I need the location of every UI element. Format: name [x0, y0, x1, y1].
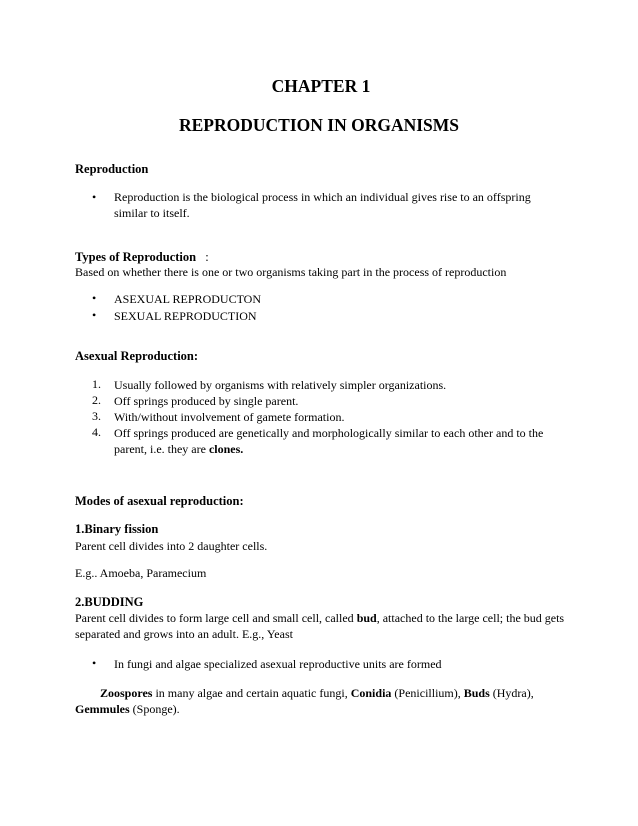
list-number: 2.	[92, 393, 101, 407]
asexual-item-4	[114, 425, 564, 457]
bullet-marker: •	[92, 656, 97, 670]
binary-fission-example: E.g.. Amoeba, Paramecium	[75, 566, 207, 580]
binary-fission-title: Binary fission	[84, 522, 159, 536]
binary-fission-heading	[75, 522, 158, 537]
units-text-3: (Hydra),	[489, 686, 534, 700]
chapter-number: CHAPTER 1	[271, 76, 371, 96]
asexual-item-4-text: Off springs produced are genetically and morphologically similar to each other and to the parent, i.e. they are	[114, 426, 544, 456]
term-buds: Buds	[463, 686, 490, 700]
budding-term-bud: bud	[356, 611, 377, 625]
type-item-sexual: SEXUAL REPRODUCTION	[114, 309, 257, 323]
units-text-2: (Penicillium),	[391, 686, 464, 700]
asexual-item-2: Off springs produced by single parent.	[114, 394, 299, 408]
asexual-item-1: Usually followed by organisms with relatively simpler organizations.	[114, 378, 447, 392]
chapter-title: REPRODUCTION IN ORGANISMS	[178, 115, 460, 135]
list-number: 1.	[92, 377, 101, 391]
asexual-item-3: With/without involvement of gamete formation.	[114, 410, 345, 424]
bullet-marker: •	[92, 291, 97, 305]
budding-number: 2.	[75, 595, 85, 609]
types-heading-text: Types of Reproduction	[75, 250, 197, 264]
budding-heading	[75, 595, 143, 610]
units-text-1: in many algae and certain aquatic fungi,	[152, 686, 351, 700]
types-intro: Based on whether there is one or two organisms taking part in the process of reproduction	[75, 265, 507, 279]
list-number: 4.	[92, 425, 101, 439]
section-heading-reproduction: Reproduction	[75, 162, 149, 176]
term-conidia: Conidia	[350, 686, 392, 700]
binary-fission-text: Parent cell divides into 2 daughter cells.	[75, 539, 268, 553]
binary-fission-number: 1.	[75, 522, 85, 536]
budding-text-a: Parent cell divides to form large cell and small cell, called	[75, 611, 354, 625]
reproduction-definition: Reproduction is the biological process in which an individual gives rise to an offspring similar to itself.	[114, 190, 531, 220]
section-heading-asexual: Asexual Reproduction:	[75, 349, 199, 363]
section-heading-modes: Modes of asexual reproduction:	[75, 494, 244, 508]
asexual-item-4-clones: clones.	[208, 442, 244, 456]
section-heading-types	[75, 250, 209, 265]
type-item-asexual: ASEXUAL REPRODUCTON	[114, 292, 262, 306]
budding-title: BUDDING	[84, 595, 144, 609]
units-text-4: (Sponge).	[129, 702, 180, 716]
bullet-marker: •	[92, 190, 97, 204]
reproductive-units-text	[75, 685, 565, 717]
bullet-marker: •	[92, 308, 97, 322]
budding-bullet: In fungi and algae specialized asexual reproductive units are formed	[114, 657, 442, 671]
budding-text	[75, 610, 565, 642]
budding-text-b: , attached to the large cell; the bud gets separated and grows into an adult. E.g., Yeast	[75, 611, 565, 641]
term-zoospores: Zoospores	[100, 686, 153, 700]
types-heading-colon: :	[205, 250, 209, 264]
list-number: 3.	[92, 409, 101, 423]
term-gemmules: Gemmules	[75, 702, 130, 716]
